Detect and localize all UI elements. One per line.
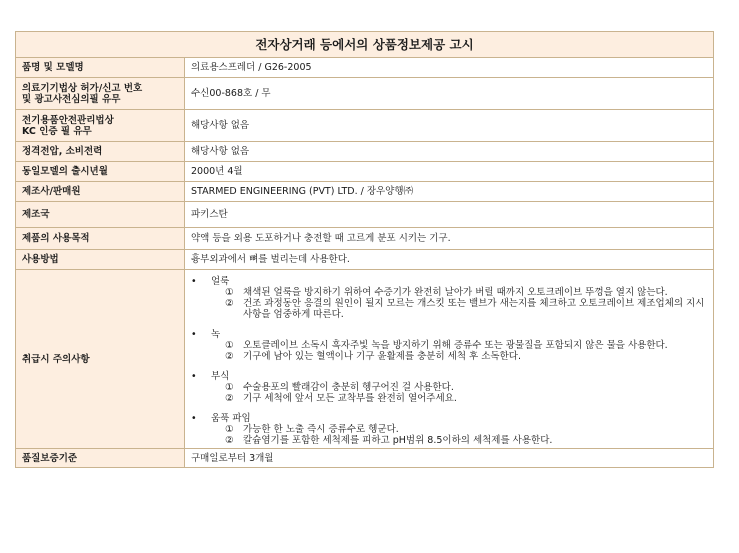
caution-item-text: 기구 세척에 앞서 모든 교착부를 완전히 열어주세요. <box>243 393 457 404</box>
caution-heading <box>191 413 707 424</box>
row-value: 의료용스프레더 / G26-2005 <box>185 58 714 78</box>
label-line: 의료기기법상 허가/신고 번호 <box>22 82 143 94</box>
caution-item-text: 칼슘염기를 포함한 세척제를 피하고 pH범위 8.5이하의 세척제를 사용한다. <box>243 435 553 446</box>
table-row <box>16 142 714 162</box>
caution-heading <box>191 371 707 382</box>
caution-item <box>191 340 707 351</box>
caution-item-number: ② <box>225 393 234 404</box>
caution-item-text: 건조 과정동안 응결의 원인이 될지 모르는 개스킷 또는 밸브가 새는지를 체크하고 오토크레이브 제조업체의 지시사항을 엄중하게 따른다. <box>243 298 705 320</box>
caution-item-text: 수술용포의 빨래감이 충분히 헹구어진 걸 사용한다. <box>243 382 454 393</box>
row-label: 동일모델의 출시년월 <box>16 162 185 182</box>
bullet-icon: • <box>191 276 197 287</box>
caution-section <box>191 276 707 320</box>
caution-item <box>191 424 707 435</box>
product-info-table <box>15 31 714 468</box>
warranty-label: 품질보증기준 <box>16 449 185 468</box>
row-value: 약액 등을 외용 도포하거나 충전할 때 고르게 분포 시키는 기구. <box>185 228 714 250</box>
caution-item-number: ① <box>225 340 234 351</box>
caution-item <box>191 435 707 446</box>
caution-item-number: ② <box>225 435 234 446</box>
cautions-list <box>191 276 707 446</box>
row-value: 흉부외과에서 뼈를 벌리는데 사용한다. <box>185 250 714 270</box>
table-row <box>16 449 714 468</box>
row-label: 제품의 사용목적 <box>16 228 185 250</box>
row-value: 수신00-868호 / 무 <box>185 78 714 110</box>
caution-item <box>191 382 707 393</box>
caution-section <box>191 413 707 446</box>
caution-item <box>191 393 707 404</box>
caution-item <box>191 298 707 320</box>
row-label: 사용방법 <box>16 250 185 270</box>
row-value: 파키스탄 <box>185 202 714 228</box>
caution-heading <box>191 329 707 340</box>
row-label: 제조국 <box>16 202 185 228</box>
bullet-icon: • <box>191 329 197 340</box>
caution-heading-text: 얼룩 <box>211 276 230 287</box>
caution-heading <box>191 276 707 287</box>
table-row <box>16 182 714 202</box>
caution-item-text: 오토클레이브 소독시 흑자주빛 녹을 방지하기 위해 증류수 또는 광물질을 포함되지 않은 물을 사용한다. <box>243 340 668 351</box>
table-row <box>16 110 714 142</box>
caution-item <box>191 351 707 362</box>
row-label: 제조사/판매원 <box>16 182 185 202</box>
warranty-value: 구매일로부터 3개월 <box>185 449 714 468</box>
row-label <box>16 110 185 142</box>
bullet-icon: • <box>191 371 197 382</box>
row-label: 정격전압, 소비전력 <box>16 142 185 162</box>
row-value: 2000년 4월 <box>185 162 714 182</box>
label-line: KC 인증 필 유무 <box>22 125 92 137</box>
row-label: 품명 및 모델명 <box>16 58 185 78</box>
caution-section <box>191 371 707 404</box>
table-row <box>16 58 714 78</box>
caution-heading-text: 부식 <box>211 371 230 382</box>
caution-heading-text: 녹 <box>211 329 221 340</box>
caution-item-text: 가능한 한 노출 즉시 증류수로 헹군다. <box>243 424 399 435</box>
caution-item-number: ② <box>225 351 234 362</box>
cautions-label: 취급시 주의사항 <box>16 270 185 449</box>
caution-item-number: ① <box>225 382 234 393</box>
title-row <box>16 32 714 58</box>
bullet-icon: • <box>191 413 197 424</box>
table-row <box>16 162 714 182</box>
caution-heading-text: 움푹 파임 <box>211 413 251 424</box>
caution-item-text: 기구에 남아 있는 혈액이나 기구 윤활제를 충분히 세척 후 소독한다. <box>243 351 521 362</box>
caution-item-number: ② <box>225 298 234 309</box>
caution-item-text: 채색된 얼룩을 방지하기 위하여 수증기가 완전히 날아가 버릴 때까지 오토크레이브 뚜껑을 열지 않는다. <box>243 287 668 298</box>
product-info-notice <box>15 31 713 468</box>
table-title: 전자상거래 등에서의 상품정보제공 고시 <box>16 32 714 58</box>
caution-item <box>191 287 707 298</box>
label-line: 및 광고사전심의필 유무 <box>22 93 121 105</box>
label-line: 전기용품안전관리법상 <box>22 114 114 126</box>
row-value: 해당사항 없음 <box>185 110 714 142</box>
cautions-row <box>16 270 714 449</box>
row-value: STARMED ENGINEERING (PVT) LTD. / 장우양행㈜ <box>185 182 714 202</box>
caution-section <box>191 329 707 362</box>
table-row <box>16 202 714 228</box>
table-row <box>16 250 714 270</box>
caution-item-number: ① <box>225 287 234 298</box>
caution-item-number: ① <box>225 424 234 435</box>
row-value: 해당사항 없음 <box>185 142 714 162</box>
table-row <box>16 78 714 110</box>
table-row <box>16 228 714 250</box>
cautions-content <box>185 270 714 449</box>
row-label <box>16 78 185 110</box>
